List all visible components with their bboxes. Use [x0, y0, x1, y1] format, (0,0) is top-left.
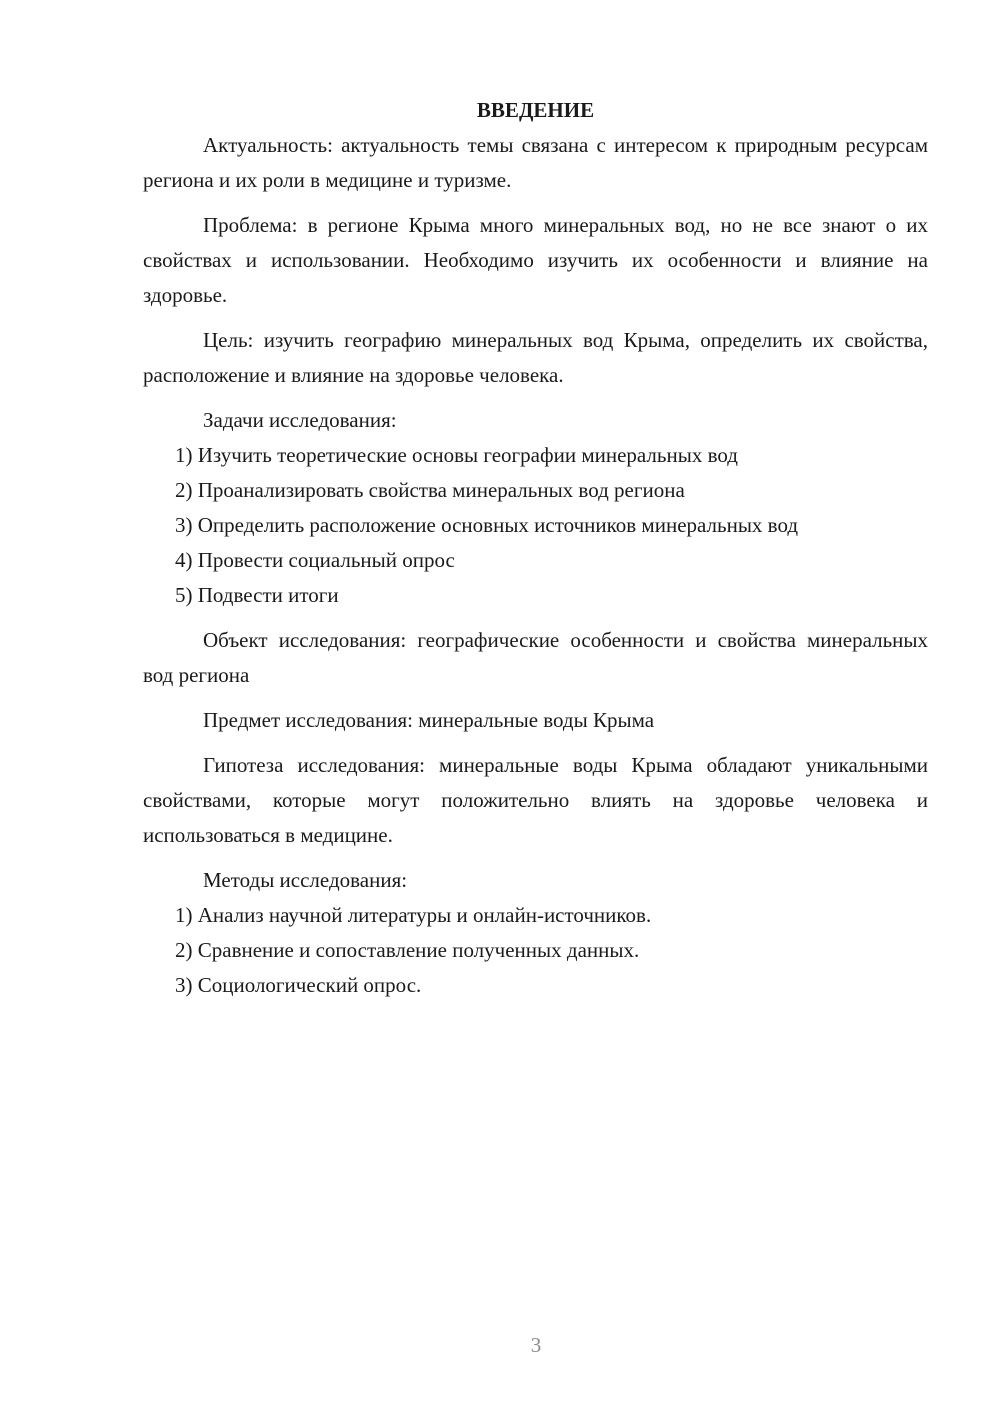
subject-paragraph: Предмет исследования: минеральные воды Крыма — [203, 708, 655, 732]
hypothesis-paragraph: Гипотеза исследования: минеральные воды Крыма обладают уникальными свойствами, которые могут положительно влиять на здоровье человека и использоваться в медицине. — [143, 753, 928, 847]
list-item: 3) Социологический опрос. — [175, 973, 422, 997]
section-title: ВВЕДЕНИЕ — [476, 98, 595, 122]
methods-list — [143, 898, 928, 1003]
relevance-paragraph: Актуальность: актуальность темы связана с интересом к природным ресурсам региона и их роли в медицине и туризме. — [143, 133, 928, 192]
tasks-list — [143, 438, 928, 613]
list-item: 5) Подвести итоги — [175, 583, 339, 607]
list-item: 1) Анализ научной литературы и онлайн-источников. — [175, 903, 652, 927]
list-item: 3) Определить расположение основных источников минеральных вод — [175, 513, 799, 537]
object-paragraph: Объект исследования: географические особенности и свойства минеральных вод региона — [143, 628, 928, 687]
list-item: 2) Сравнение и сопоставление полученных данных. — [175, 938, 640, 962]
list-item: 2) Проанализировать свойства минеральных вод региона — [175, 478, 685, 502]
list-item: 4) Провести социальный опрос — [175, 548, 455, 572]
list-item: 1) Изучить теоретические основы географии минеральных вод — [175, 443, 738, 467]
methods-heading: Методы исследования: — [203, 868, 408, 892]
tasks-heading: Задачи исследования: — [203, 408, 397, 432]
goal-paragraph: Цель: изучить географию минеральных вод Крыма, определить их свойства, расположение и влияние на здоровье человека. — [143, 328, 928, 387]
document-body — [143, 93, 928, 1003]
page-number: 3 — [530, 1333, 542, 1357]
problem-paragraph: Проблема: в регионе Крыма много минеральных вод, но не все знают о их свойствах и использовании. Необходимо изучить их особенности и влияние на здоровье. — [143, 213, 928, 307]
